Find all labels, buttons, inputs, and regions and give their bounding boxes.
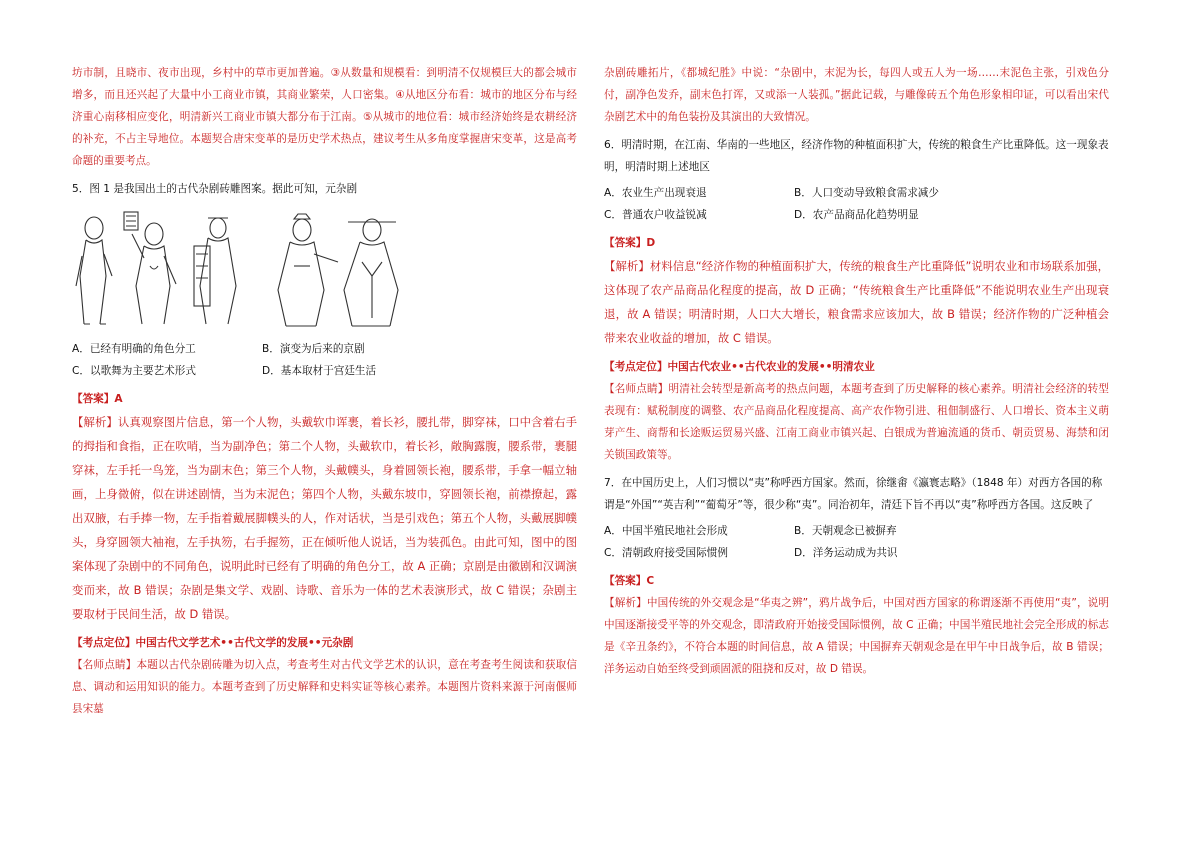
q6-answer: 【答案】D xyxy=(604,237,656,249)
question-6 xyxy=(604,134,1109,466)
q7-option-c: C．清朝政府接受国际惯例 xyxy=(604,547,728,559)
zaju-brick-carving-figure xyxy=(72,206,464,330)
question-5-options xyxy=(72,338,577,382)
question-5 xyxy=(72,178,577,720)
q5-comment-continued: 杂剧砖雕拓片，《都城纪胜》中说：“杂剧中，末泥为长，每四人或五人为一场……末泥色主张，引戏色分付，副净色发乔，副末色打诨，又或添一人装孤。”据此记载，与雕像砖五个角色形象相印证，可以看出宋代杂剧艺术中的角色装扮及其演出的大致情况。 xyxy=(604,67,1109,123)
intro-analysis-text: 坊市制，且晓市、夜市出现，乡村中的草市更加普遍。③从数量和规模看：到明清不仅规模巨大的都会城市增多，而且还兴起了大量中小工商业市镇，其商业繁荣，人口密集。④从地区分布看：城市的地区分布与经济重心南移相应变化，明清新兴工商业市镇大都分布于江南。⑤从城市的地位看：城市经济始终是农耕经济的补充，不占主导地位。本题契合唐宋变革的是历史学术热点，建议考生从多角度掌握唐宋变革，这是高考命题的重要考点。 xyxy=(72,67,577,167)
figure-5 xyxy=(344,219,398,326)
question-5-stem: 5．图 1 是我国出土的古代杂剧砖雕图案。据此可知，元杂剧 xyxy=(72,183,358,195)
q5-option-a: A．已经有明确的角色分工 xyxy=(72,343,196,355)
question-7-stem: 7．在中国历史上，人们习惯以“夷”称呼西方国家。然而，徐继畬《瀛寰志略》（1848 年）对西方各国的称谓是“外国”“英吉利”“葡萄牙”等，很少称“夷”。同治初年，清廷下旨不再以“夷”称呼西方各国。这反映了 xyxy=(604,477,1103,511)
q7-option-b: B．天朝观念已被摒弃 xyxy=(794,525,897,537)
q6-option-d: D．农产品商品化趋势明显 xyxy=(794,209,919,221)
q6-point: 【考点定位】中国古代农业••古代农业的发展••明清农业 xyxy=(604,361,875,373)
question-6-stem: 6．明清时期，在江南、华南的一些地区，经济作物的种植面积扩大，传统的粮食生产比重降低。这一现象表明，明清时期上述地区 xyxy=(604,139,1109,173)
q7-option-a: A．中国半殖民地社会形成 xyxy=(604,525,728,537)
q6-option-a: A．农业生产出现衰退 xyxy=(604,187,707,199)
question-6-options xyxy=(604,182,1109,226)
q7-option-d: D．洋务运动成为共识 xyxy=(794,547,898,559)
right-column xyxy=(604,62,1109,680)
question-7 xyxy=(604,472,1109,680)
q7-analysis: 【解析】中国传统的外交观念是“华夷之辨”，鸦片战争后，中国对西方国家的称谓逐渐不再使用“夷”，说明中国逐渐接受平等的外交观念，即清政府开始接受国际惯例，故 C 正确；中国半殖民地社会完全形成的标志是《辛丑条约》，不符合本题的时间信息，故 A 错误；中国摒弃天朝观念是在甲午中日战争后，故 B 错误；洋务运动自始至终受到顽固派的阻挠和反对，故 D 错误。 xyxy=(604,597,1109,675)
q5-comment: 【名师点睛】本题以古代杂剧砖雕为切入点，考查考生对古代文学艺术的认识，意在考查考生阅读和获取信息、调动和运用知识的能力。本题考查到了历史解释和史料实证等核心素养。本题图片资料来源于河南偃师县宋墓 xyxy=(72,659,577,715)
figure-4 xyxy=(278,214,338,326)
q5-analysis: 【解析】认真观察图片信息，第一个人物，头戴软巾诨裹，着长衫，腰扎带，脚穿袜，口中含着右手的拇指和食指，正在吹哨，当为副净色；第二个人物，头戴软巾，着长衫，敞胸露腹，腰系带，裹腿穿袜，左手托一鸟笼，当为副末色；第三个人物，头戴幞头，身着圆领长袍，腰系带，手拿一幅立轴画，上身微俯，似在讲述剧情，当为末泥色；第四个人物，头戴东坡巾，穿圆领长袍，前襟撩起，露出双腋，右手捧一物，左手指着戴展脚幞头的人，作对话状，当是引戏色；第五个人物，头戴展脚幞头，身穿圆领大袖袍，左手执笏，右手握笏，正在倾听他人说话，当为装孤色。由此可知，图中的图案体现了杂剧中的不同角色，说明此时已经有了明确的角色分工，故 A 正确；京剧是由徽剧和汉调演变而来，故 B 错误；杂剧是集文学、戏剧、诗歌、音乐为一体的艺术表演形式，故 C 错误；杂剧主要取材于民间生活，故 D 错误。 xyxy=(72,415,577,621)
q6-option-b: B．人口变动导致粮食需求减少 xyxy=(794,187,939,199)
figure-3 xyxy=(194,218,236,324)
q5-option-b: B．演变为后来的京剧 xyxy=(262,343,365,355)
q6-comment: 【名师点睛】明清社会转型是新高考的热点问题，本题考查到了历史解释的核心素养。明清社会经济的转型表现有：赋税制度的调整、农产品商品化程度提高、高产农作物引进、租佃制盛行、人口增长、资本主义萌芽产生、商帮和长途贩运贸易兴盛、江南工商业市镇兴起、白银成为普遍流通的货币、朝贡贸易、海禁和闭关锁国政策等。 xyxy=(604,383,1109,461)
question-7-options xyxy=(604,520,1109,564)
q5-option-c: C．以歌舞为主要艺术形式 xyxy=(72,365,196,377)
q6-option-c: C．普通农户收益锐减 xyxy=(604,209,707,221)
q5-point: 【考点定位】中国古代文学艺术••古代文学的发展••元杂剧 xyxy=(72,637,354,649)
q5-answer: 【答案】A xyxy=(72,393,123,405)
figure-2 xyxy=(124,212,176,324)
q5-option-d: D．基本取材于宫廷生活 xyxy=(262,365,377,377)
opera-figures-illustration xyxy=(72,206,464,330)
figure-1 xyxy=(76,217,112,324)
left-column xyxy=(72,62,577,720)
q6-analysis: 【解析】材料信息“经济作物的种植面积扩大，传统的粮食生产比重降低”说明农业和市场联系加强，这体现了农产品商品化程度的提高，故 D 正确；“传统粮食生产比重降低”不能说明农业生产出现衰退，故 A 错误；明清时期，人口大大增长，粮食需求应该加大，故 B 错误；经济作物的广泛种植会带来农业收益的增加，故 C 错误。 xyxy=(604,259,1109,345)
q7-answer: 【答案】C xyxy=(604,575,655,587)
